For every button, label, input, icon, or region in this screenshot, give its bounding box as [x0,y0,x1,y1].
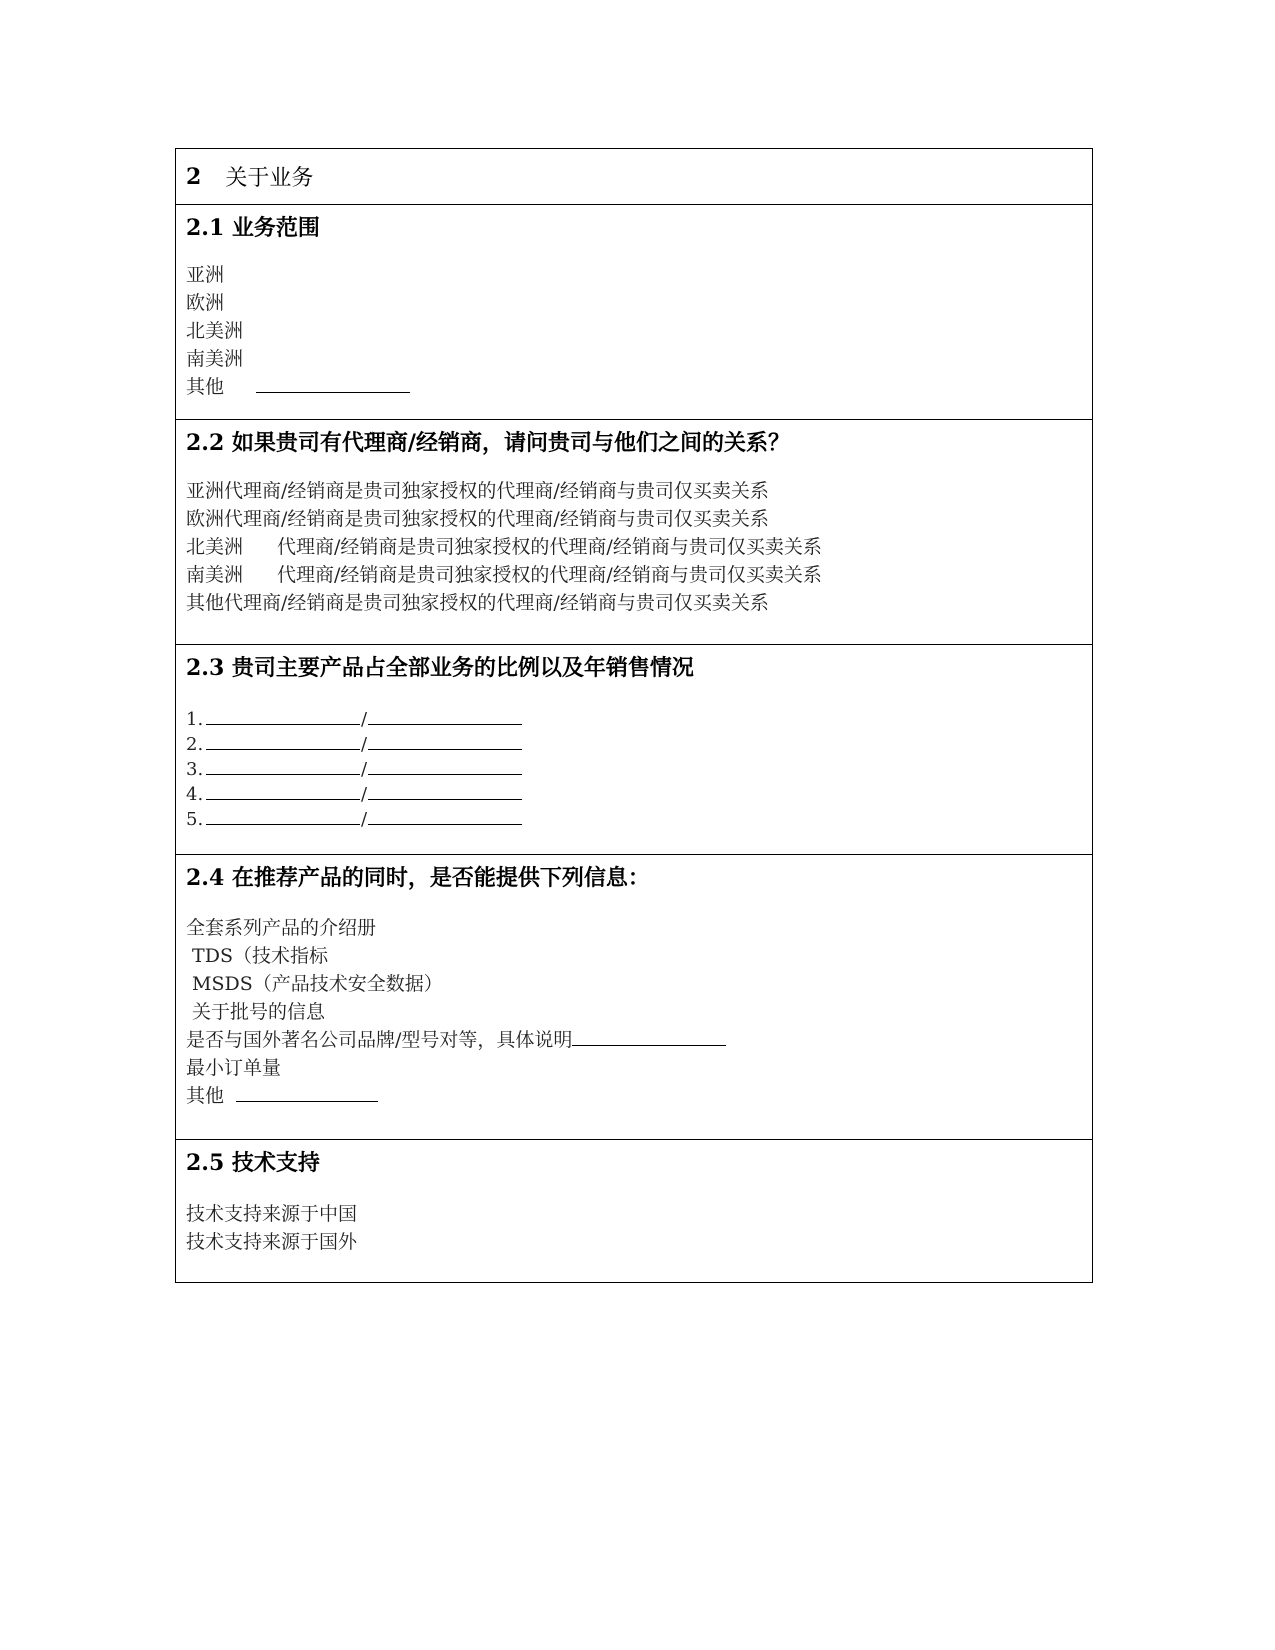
option-batch-info[interactable]: 关于批号的信息 [186,1001,326,1023]
product-share-field[interactable] [368,780,522,800]
option-asia[interactable]: 亚洲 [186,264,225,286]
option-brand-equivalence[interactable]: 是否与国外著名公司品牌/型号对等，具体说明 [186,1026,1082,1054]
option-support-abroad[interactable]: 技术支持来源于国外 [186,1231,358,1253]
agent-relation-heading: 2.2 如果贵司有代理商/经销商，请问贵司与他们之间的关系？ [186,430,790,456]
other-info-blank-field[interactable] [236,1082,378,1102]
relation-row-south-america[interactable]: 南美洲 代理商/经销商是贵司独家授权的代理商/经销商与贵司仅买卖关系 [186,564,822,586]
equivalence-blank-field[interactable] [572,1026,726,1046]
option-north-america[interactable]: 北美洲 [186,320,244,342]
option-europe[interactable]: 欧洲 [186,292,225,314]
option-tds[interactable]: TDS（技术指标 [186,945,328,967]
product-line-2: 2. / [186,730,1082,755]
product-line-1: 1. / [186,705,1082,730]
tech-support-section [176,1139,1092,1282]
product-name-field[interactable] [206,805,360,825]
option-support-china[interactable]: 技术支持来源于中国 [186,1203,358,1225]
business-form-table [175,148,1093,1283]
option-other[interactable] [186,373,1082,401]
product-share-field[interactable] [368,730,522,750]
product-name-field[interactable] [206,755,360,775]
section-title: 关于业务 [225,166,314,191]
agent-relation-section [176,419,1092,644]
option-south-america[interactable]: 南美洲 [186,348,244,370]
product-line-3: 3. / [186,755,1082,780]
other-label: 其他 [186,376,225,398]
option-brochure[interactable]: 全套系列产品的介绍册 [186,917,377,939]
product-name-field[interactable] [206,730,360,750]
product-share-section [176,644,1092,854]
product-share-field[interactable] [368,755,522,775]
relation-row-north-america[interactable]: 北美洲 代理商/经销商是贵司独家授权的代理商/经销商与贵司仅买卖关系 [186,536,822,558]
tech-support-heading: 2.5 技术支持 [186,1150,320,1176]
section-title-row [176,149,1092,204]
business-scope-section [176,204,1092,419]
product-name-field[interactable] [206,780,360,800]
other-blank-field[interactable] [256,373,410,393]
option-other-info[interactable]: 其他 [186,1082,1082,1110]
product-share-field[interactable] [368,805,522,825]
option-msds[interactable]: MSDS（产品技术安全数据） [186,973,443,995]
section-number: 2 [186,163,202,190]
product-share-heading: 2.3 贵司主要产品占全部业务的比例以及年销售情况 [186,655,694,681]
product-info-heading: 2.4 在推荐产品的同时，是否能提供下列信息： [186,865,650,891]
relation-row-asia[interactable]: 亚洲代理商/经销商是贵司独家授权的代理商/经销商与贵司仅买卖关系 [186,480,769,502]
business-scope-heading: 2.1 业务范围 [186,215,320,241]
product-line-4: 4. / [186,780,1082,805]
product-line-5: 5. / [186,805,1082,830]
relation-row-europe[interactable]: 欧洲代理商/经销商是贵司独家授权的代理商/经销商与贵司仅买卖关系 [186,508,769,530]
option-min-order[interactable]: 最小订单量 [186,1057,282,1079]
product-name-field[interactable] [206,705,360,725]
relation-row-other[interactable]: 其他代理商/经销商是贵司独家授权的代理商/经销商与贵司仅买卖关系 [186,592,769,614]
product-share-field[interactable] [368,705,522,725]
product-info-section [176,854,1092,1139]
